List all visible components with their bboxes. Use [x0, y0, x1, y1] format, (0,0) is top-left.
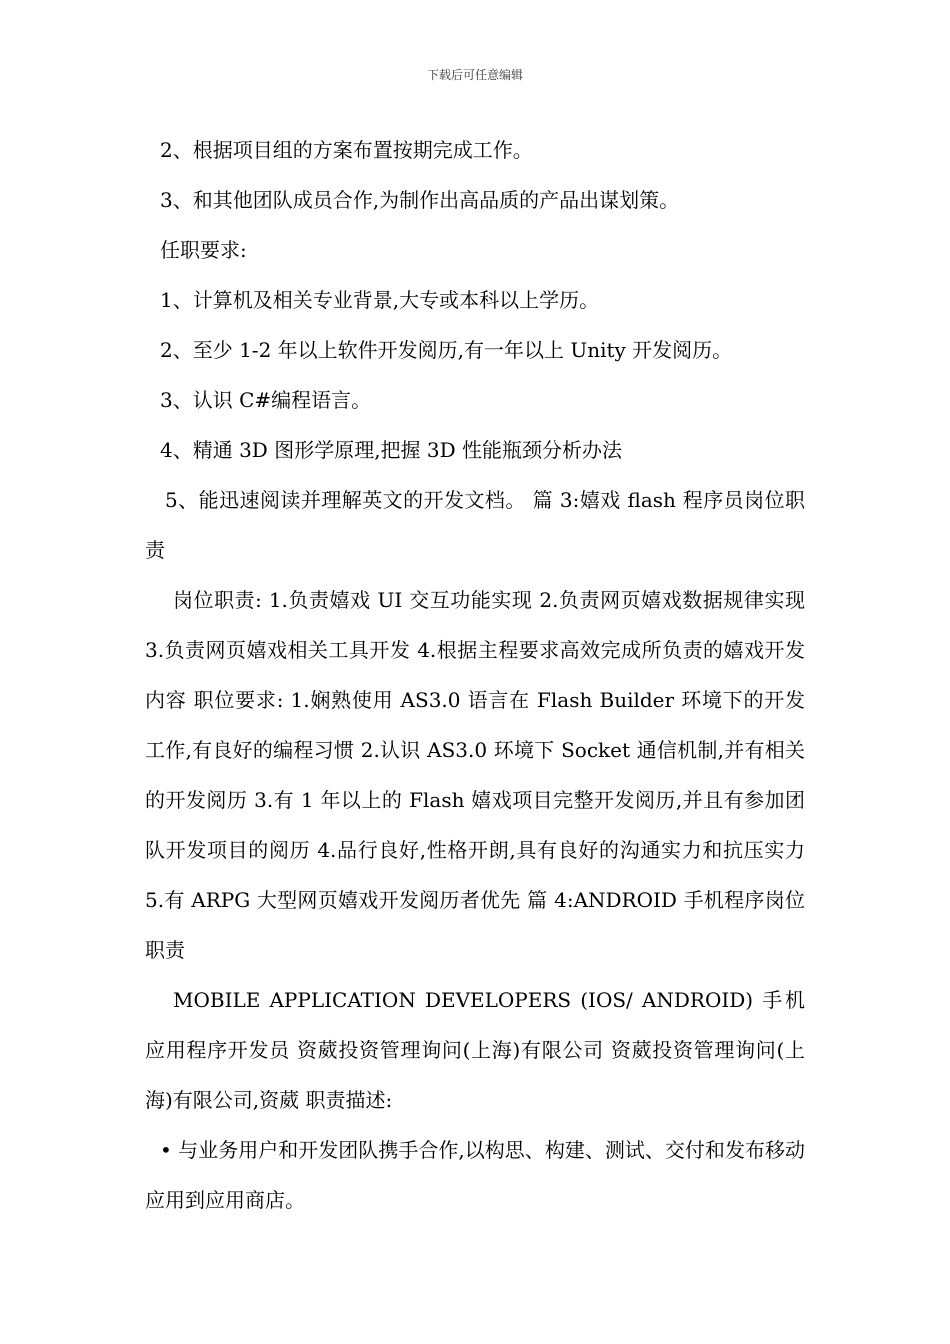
paragraph-flash-role: 岗位职责: 1.负责嬉戏 UI 交互功能实现 2.负责网页嬉戏数据规律实现 3.负责网页嬉戏相关工具开发 4.根据主程要求高效完成所负责的嬉戏开发内容 职位要求: 1.娴熟使用 AS3.0 语言在 Flash Builder 环境下的开发工作,有良好的编程习惯 2.认识 AS3.0 环境下 Socket 通信机制,并有相关的开发阅历 3.有 1 年以上的 Flash 嬉戏项目完整开发阅历,并且有参加团队开发项目的阅历 4.品行良好,性格开朗,具有良好的沟通实力和抗压实力 5.有 ARPG 大型网页嬉戏开发阅历者优先 篇 4:ANDROID 手机程序岗位职责 — [145, 588, 805, 962]
bullet-item-1: • 与业务用户和开发团队携手合作,以构思、构建、测试、交付和发布移动应用到应用商店。 — [145, 1138, 805, 1212]
page-header: 下载后可任意编辑 — [426, 68, 523, 82]
paragraph-requirements-heading: 任职要求: — [160, 238, 247, 262]
paragraph-requirement-3: 3、认识 C#编程语言。 — [160, 388, 372, 412]
document-body — [145, 125, 805, 1225]
paragraph-duty-3: 3、和其他团队成员合作,为制作出高品质的产品出谋划策。 — [160, 188, 680, 212]
paragraph-requirement-1: 1、计算机及相关专业背景,大专或本科以上学历。 — [160, 288, 600, 312]
paragraph-requirement-2: 2、至少 1-2 年以上软件开发阅历,有一年以上 Unity 开发阅历。 — [160, 338, 733, 362]
paragraph-mobile-role: MOBILE APPLICATION DEVELOPERS (IOS/ ANDROID) 手机应用程序开发员 资葳投资管理询问(上海)有限公司 资葳投资管理询问(上海)有限公司,资葳 职责描述: — [145, 988, 805, 1112]
paragraph-duty-2: 2、根据项目组的方案布置按期完成工作。 — [160, 138, 533, 162]
paragraph-requirement-5: 5、能迅速阅读并理解英文的开发文档。 篇 3:嬉戏 flash 程序员岗位职责 — [145, 488, 805, 562]
paragraph-requirement-4: 4、精通 3D 图形学原理,把握 3D 性能瓶颈分析办法 — [160, 438, 623, 462]
